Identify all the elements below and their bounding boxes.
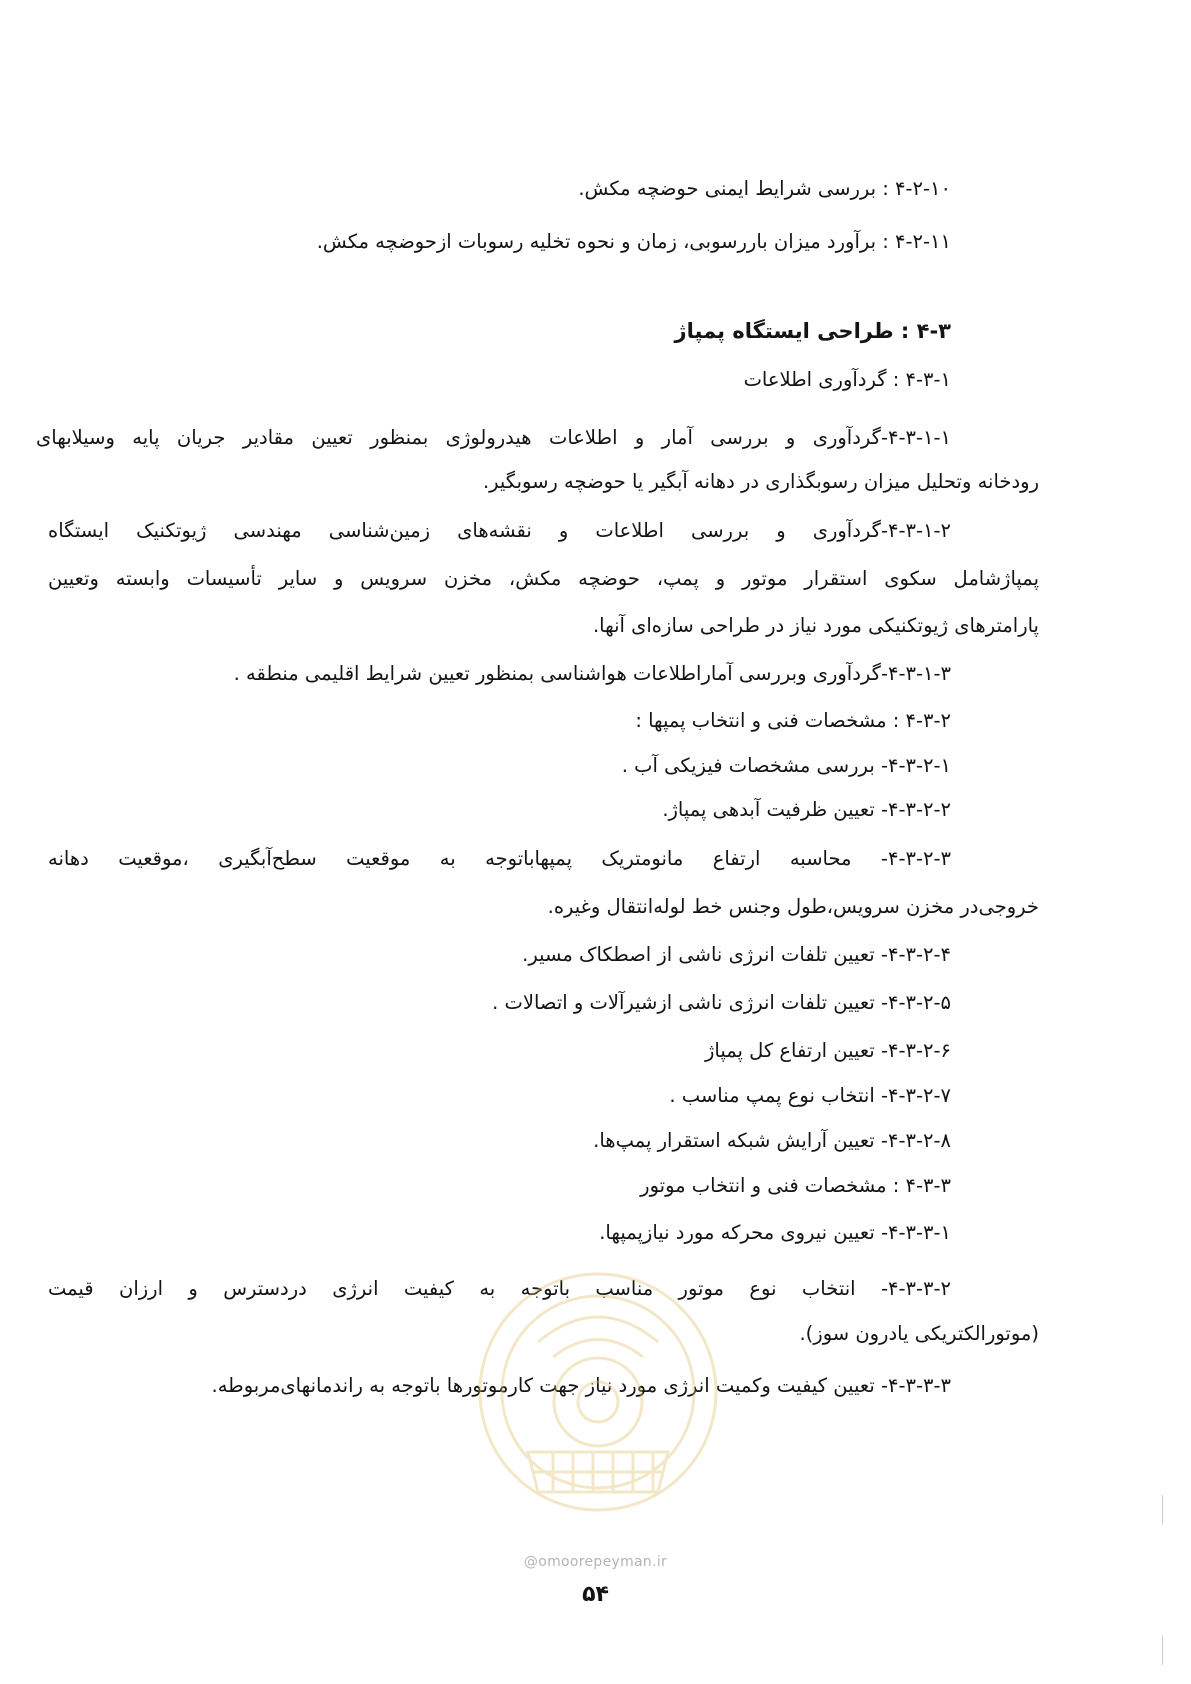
section-heading-4-3: ۴-۳ : طراحی ایستگاه پمپاژ bbox=[674, 319, 951, 343]
item-4-3-2-3-line-1: ۴-۳-۲-۳- محاسبه ارتفاع مانومتریک پمپهاباتوجه به موقعیت سطح‌آبگیری ،موقعیت دهانه bbox=[48, 847, 951, 870]
item-4-3-3-2-line-1: ۴-۳-۳-۲- انتخاب نوع موتور مناسب باتوجه به کیفیت انرژی دردسترس و ارزان قیمت bbox=[48, 1277, 951, 1300]
item-4-3-3-1: ۴-۳-۳-۱- تعیین نیروی محرکه مورد نیازپمپها. bbox=[599, 1221, 951, 1244]
subsection-4-3-3: ۴-۳-۳ : مشخصات فنی و انتخاب موتور bbox=[640, 1174, 951, 1197]
item-4-2-10: ۴-۲-۱۰ : بررسی شرایط ایمنی حوضچه مکش. bbox=[578, 177, 951, 200]
paragraph-4-3-1-2-line-3: پارامترهای ژیوتکنیکی مورد نیاز در طراحی سازه‌ای آنها. bbox=[592, 614, 1039, 637]
item-4-3-2-8: ۴-۳-۲-۸- تعیین آرایش شبکه استقرار پمپ‌ها. bbox=[593, 1129, 951, 1152]
watermark-url: @omoorepeyman.ir bbox=[523, 1554, 668, 1570]
item-4-3-2-5: ۴-۳-۲-۵- تعیین تلفات انرژی ناشی ازشیرآلات و اتصالات . bbox=[492, 991, 951, 1014]
item-4-3-2-7: ۴-۳-۲-۷- انتخاب نوع پمپ مناسب . bbox=[669, 1084, 951, 1107]
margin-mark bbox=[1162, 1635, 1163, 1665]
watermark-seal-icon bbox=[468, 1262, 728, 1522]
item-4-3-2-1: ۴-۳-۲-۱- بررسی مشخصات فیزیکی آب . bbox=[621, 754, 951, 777]
item-4-3-2-3-line-2: خروجی‌در مخزن سرویس،طول وجنس خط لوله‌انتقال وغیره. bbox=[547, 895, 1039, 918]
subsection-4-3-2: ۴-۳-۲ : مشخصات فنی و انتخاب پمپها : bbox=[635, 709, 951, 732]
item-4-2-11: ۴-۲-۱۱ : برآورد میزان باررسوبی، زمان و نحوه تخلیه رسوبات ازحوضچه مکش. bbox=[316, 230, 951, 253]
item-4-3-2-6: ۴-۳-۲-۶- تعیین ارتفاع کل پمپاژ bbox=[705, 1039, 951, 1062]
item-4-3-3-2-line-2: (موتورالکتریکی یادرون سوز). bbox=[799, 1322, 1039, 1345]
paragraph-4-3-1-1-line-2: رودخانه وتحلیل میزان رسوبگذاری در دهانه آبگیر یا حوضچه رسوبگیر. bbox=[482, 470, 1039, 493]
item-4-3-2-4: ۴-۳-۲-۴- تعیین تلفات انرژی ناشی از اصطکاک مسیر. bbox=[522, 943, 951, 966]
paragraph-4-3-1-2-line-1: ۴-۳-۱-۲-گردآوری و بررسی اطلاعات و نقشه‌های زمین‌شناسی مهندسی ژیوتکنیک ایستگاه bbox=[48, 519, 951, 542]
item-4-3-3-3: ۴-۳-۳-۳- تعیین کیفیت وکمیت انرژی مورد نیاز جهت کارموتورها باتوجه به راندمانهای‌مربوطه. bbox=[211, 1374, 951, 1397]
item-4-3-2-2: ۴-۳-۲-۲- تعیین ظرفیت آبدهی پمپاژ. bbox=[662, 798, 951, 821]
paragraph-4-3-1-2-line-2: پمپاژشامل سکوی استقرار موتور و پمپ، حوضچه مکش، مخزن سرویس و سایر تأسیسات وابسته وتعیین bbox=[48, 567, 1039, 590]
paragraph-4-3-1-3: ۴-۳-۱-۳-گردآوری وبررسی آماراطلاعات هواشناسی بمنظور تعیین شرایط اقلیمی منطقه . bbox=[233, 662, 951, 685]
margin-mark bbox=[1162, 1495, 1163, 1525]
subsection-4-3-1: ۴-۳-۱ : گردآوری اطلاعات bbox=[743, 368, 951, 391]
page-number: ۵۴ bbox=[582, 1582, 609, 1607]
paragraph-4-3-1-1-line-1: ۴-۳-۱-۱-گردآوری و بررسی آمار و اطلاعات هیدرولوژی بمنظور تعیین مقادیر جریان پایه وسیلابهای bbox=[36, 426, 951, 449]
